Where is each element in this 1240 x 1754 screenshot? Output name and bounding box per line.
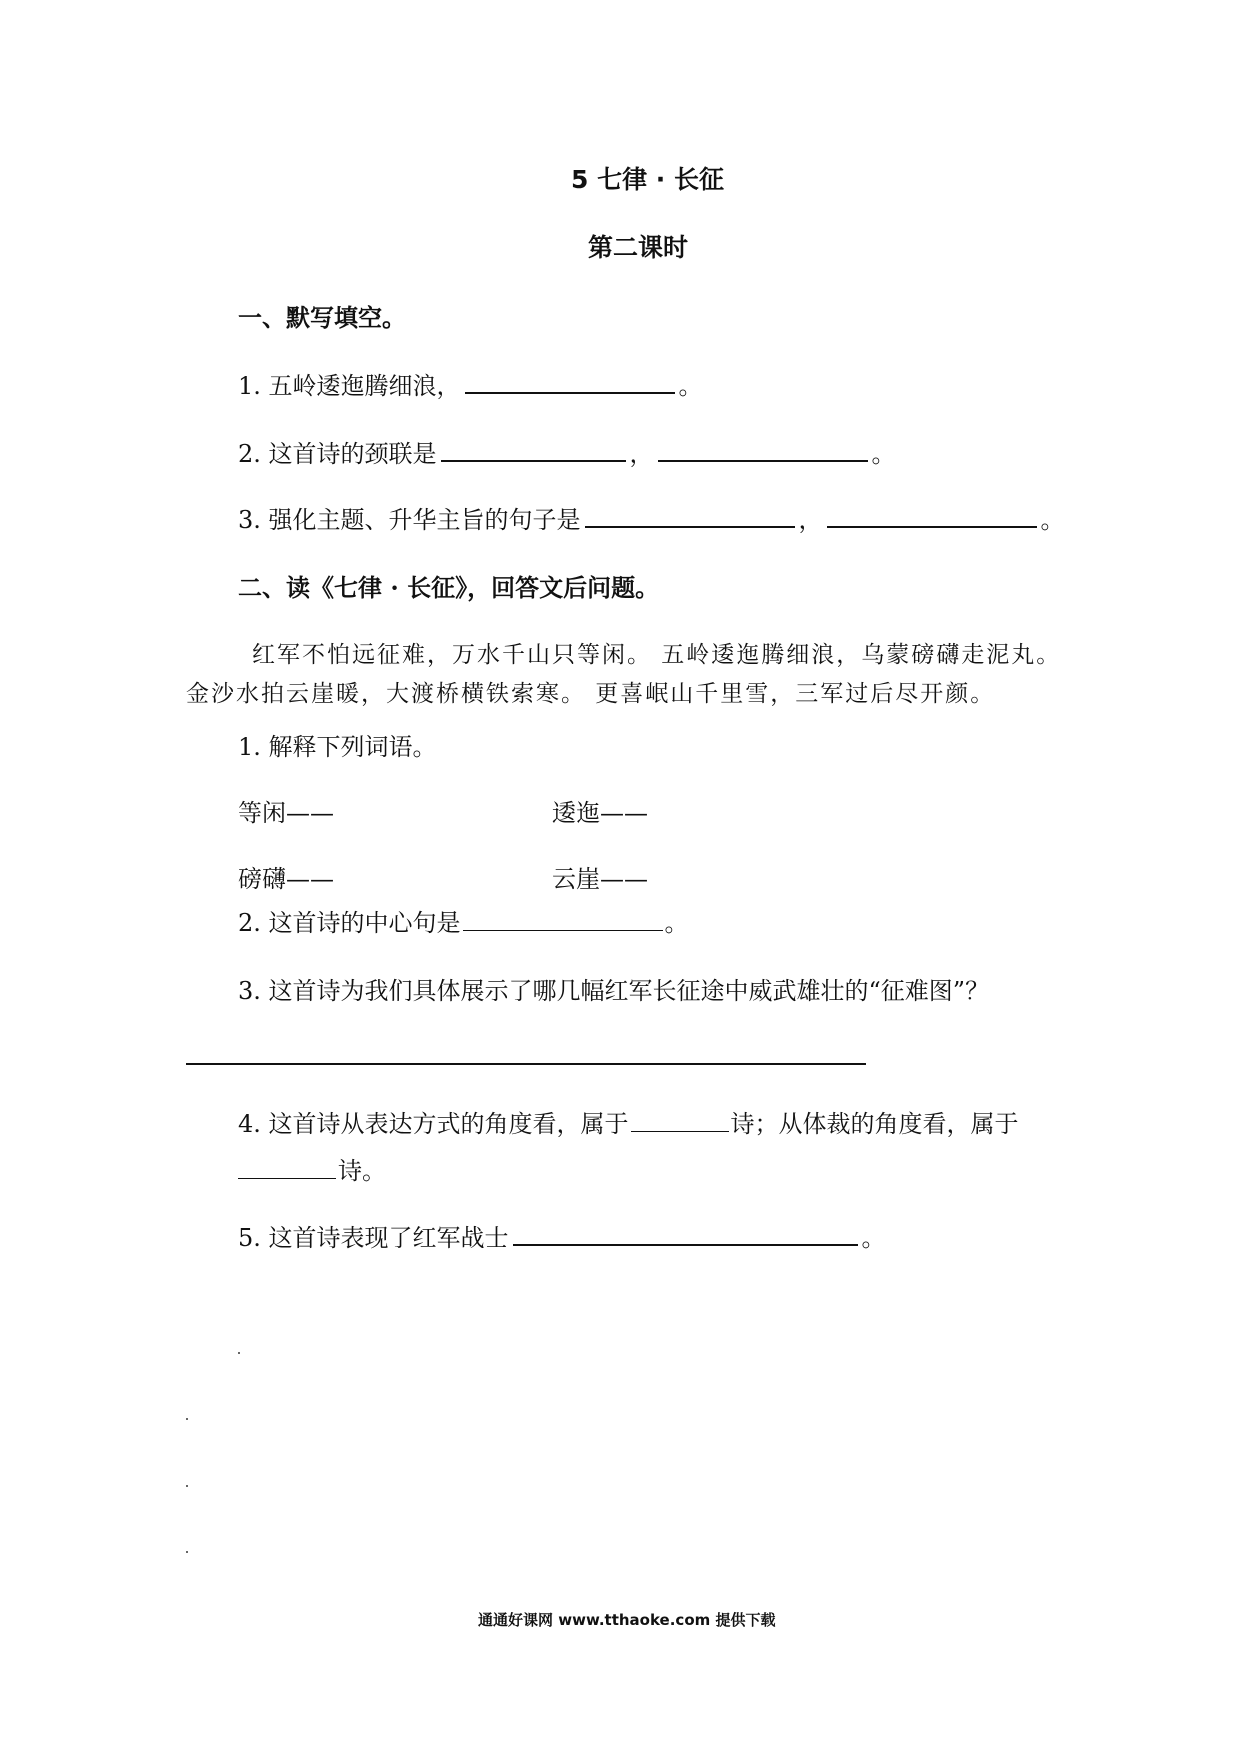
- question-text: 4. 这首诗从表达方式的角度看，属于: [238, 1110, 629, 1138]
- page-title: 5 七律 · 长征: [571, 165, 725, 194]
- scan-mark: [186, 1551, 188, 1553]
- answer-blank[interactable]: [513, 1243, 858, 1246]
- answer-blank[interactable]: [658, 459, 868, 462]
- page-subtitle: 第二课时: [588, 233, 689, 262]
- term-dengxian: 等闲——: [238, 799, 334, 827]
- answer-line[interactable]: [186, 1063, 866, 1065]
- scan-mark: [186, 1485, 188, 1487]
- question-text: 1. 五岭逶迤腾细浪，: [238, 372, 461, 400]
- question-2-3: 3. 这首诗为我们具体展示了哪几幅红军长征途中威武雄壮的“征难图”？: [238, 977, 990, 1005]
- term-yunya: 云崖——: [552, 865, 648, 893]
- question-1-2: 2. 这首诗的颈联是 ， 。: [238, 440, 896, 468]
- question-2-5: 5. 这首诗表现了红军战士 。: [238, 1224, 886, 1252]
- question-text: 3. 强化主题、升华主旨的句子是: [238, 506, 581, 534]
- answer-blank[interactable]: [238, 1177, 336, 1179]
- question-2-2: 2. 这首诗的中心句是 。: [238, 909, 689, 937]
- question-text: 2. 这首诗的中心句是: [238, 909, 461, 937]
- section-2-heading: 二、读《七律 · 长征》，回答文后问题。: [238, 573, 660, 602]
- section-1-heading: 一、默写填空。: [238, 303, 406, 332]
- answer-blank[interactable]: [827, 525, 1037, 528]
- term-weiyi: 逶迤——: [552, 799, 648, 827]
- question-2-4: 4. 这首诗从表达方式的角度看，属于 诗；从体裁的角度看，属于: [238, 1110, 1019, 1138]
- poem-line-1: 红军不怕远征难，万水千山只等闲。 五岭逶迤腾细浪，乌蒙磅礴走泥丸。: [252, 642, 1062, 668]
- answer-blank[interactable]: [465, 391, 675, 394]
- term-pangbo: 磅礴——: [238, 865, 334, 893]
- question-2-4-cont: 诗。: [238, 1151, 386, 1186]
- answer-blank[interactable]: [441, 459, 626, 462]
- question-2-1: 1. 解释下列词语。: [238, 733, 437, 761]
- question-1-1: 1. 五岭逶迤腾细浪， 。: [238, 372, 703, 400]
- question-text: 5. 这首诗表现了红军战士: [238, 1224, 509, 1252]
- footer-credit: 通通好课网 www.tthaoke.com 提供下载: [478, 1611, 776, 1629]
- question-1-3: 3. 强化主题、升华主旨的句子是 ， 。: [238, 506, 1065, 534]
- answer-blank[interactable]: [631, 1130, 729, 1132]
- scan-mark: [238, 1352, 240, 1354]
- question-text: 2. 这首诗的颈联是: [238, 440, 437, 468]
- scan-mark: [186, 1418, 188, 1420]
- answer-blank[interactable]: [463, 929, 663, 931]
- poem-line-2: 金沙水拍云崖暖，大渡桥横铁索寒。 更喜岷山千里雪，三军过后尽开颜。: [186, 681, 996, 707]
- answer-blank[interactable]: [585, 525, 795, 528]
